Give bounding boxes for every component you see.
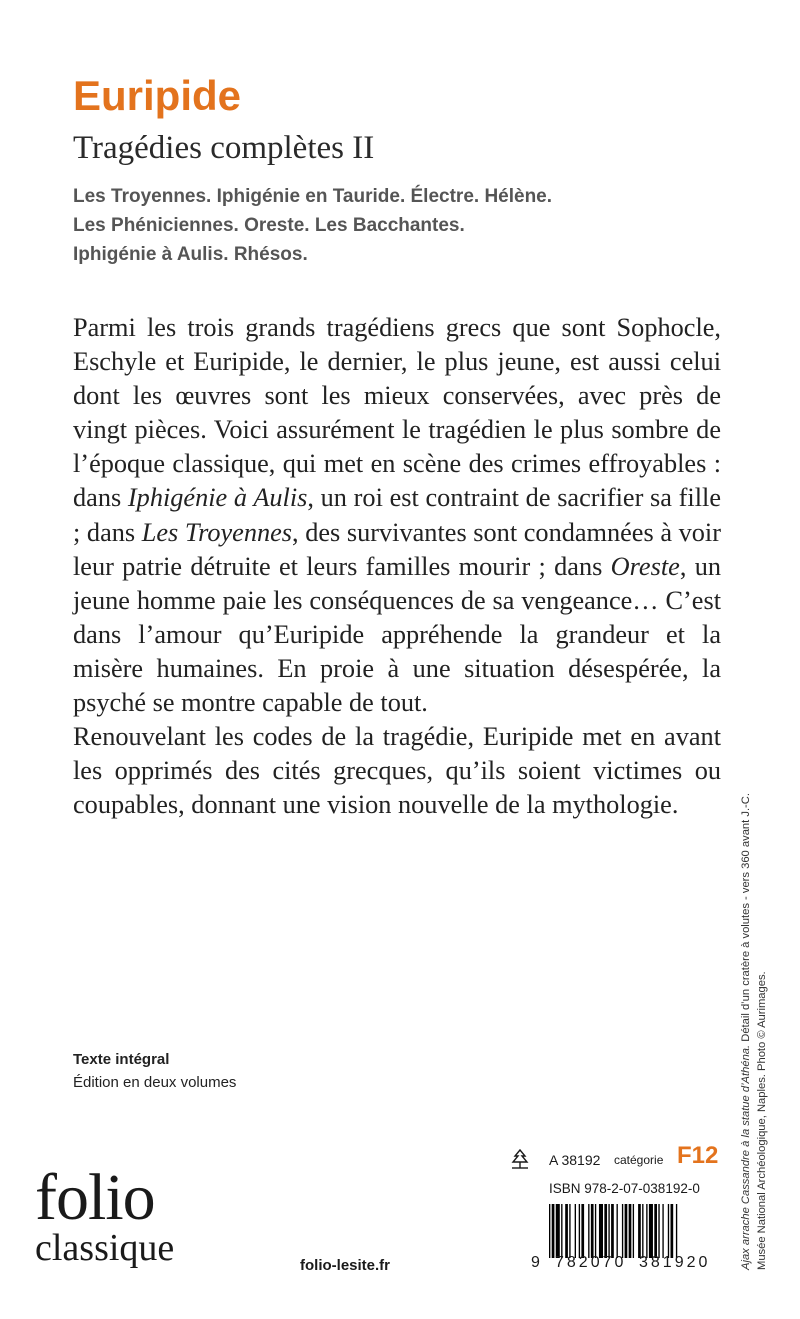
isbn-number: ISBN 978-2-07-038192-0 — [549, 1181, 700, 1196]
edition-label: Texte intégral — [73, 1051, 170, 1068]
credit-line: Musée National Archéologique, Naples. Photo © Aurimages. — [756, 971, 768, 1270]
edition-volumes: Édition en deux volumes — [73, 1074, 237, 1091]
logo-folio: folio — [35, 1161, 155, 1234]
logo-classique: classique — [35, 1227, 175, 1269]
publisher-website[interactable]: folio-lesite.fr — [300, 1257, 391, 1274]
play-titles-line: Les Phéniciennes. Oreste. Les Bacchantes. — [73, 215, 465, 236]
artwork-title: Ajax arrache Cassandre à la statue d’Athéna. — [740, 1044, 752, 1270]
cover-credit — [738, 710, 770, 1270]
blurb-title-italic: Iphigénie à Aulis — [127, 483, 308, 513]
book-subtitle: Tragédies complètes II — [73, 130, 375, 166]
barcode-digit-group: 9 — [531, 1254, 540, 1271]
barcode-digit-group: 381920 — [639, 1254, 711, 1271]
play-titles — [73, 182, 713, 269]
edition-info — [73, 1048, 236, 1094]
pine-tree-icon — [509, 1148, 531, 1170]
folio-classique-logo — [35, 1161, 175, 1269]
play-titles-line: Les Troyennes. Iphigénie en Tauride. Électre. Hélène. — [73, 186, 553, 207]
category-code: F12 — [677, 1142, 719, 1169]
reference-row — [509, 1142, 723, 1172]
catalog-reference: A 38192 — [549, 1152, 601, 1168]
blurb-title-italic: Oreste — [610, 551, 680, 581]
blurb-text: , un roi est contraint de sacrifier sa fille ; dans — [73, 483, 722, 547]
author-name: Euripide — [73, 72, 242, 119]
blurb-text: , un jeune homme paie les conséquences de sa vengeance… C’est dans l’amour qu’Euripide appréhende la grandeur et la misère humaines. En proie à une situation désespérée, la psyché se montre capable de tout. — [73, 551, 721, 718]
barcode-digit-group: 782070 — [555, 1254, 627, 1271]
blurb-text: Parmi les trois grands tragédiens grecs que sont Sophocle, Eschyle et Euripide, le dernier, le plus jeune, est aussi celui dont les œuvres sont les mieux conservées, avec près de vingt pièces. Voici assurément le tragédien le plus sombre de l’époque classique, qui met en scène des crimes effroyables : dans — [73, 313, 721, 513]
play-titles-line: Iphigénie à Aulis. Rhésos. — [73, 244, 308, 265]
back-cover-blurb — [73, 311, 721, 822]
blurb-title-italic: Les Troyennes — [141, 517, 293, 547]
blurb-text: , des survivantes sont condamnées à voir leur patrie détruite et leurs familles mourir ; dans — [73, 517, 721, 581]
category-label: catégorie — [614, 1153, 664, 1167]
blurb-paragraph: Renouvelant les codes de la tragédie, Euripide met en avant les opprimés des cités grecques, qu’ils soient victimes ou coupables, donnant une vision nouvelle de la mythologie. — [73, 722, 721, 820]
blurb-paragraph — [73, 311, 721, 720]
artwork-details: Détail d’un cratère à volutes - vers 360 avant J.-C. — [740, 793, 752, 1045]
credit-line — [738, 710, 754, 1270]
